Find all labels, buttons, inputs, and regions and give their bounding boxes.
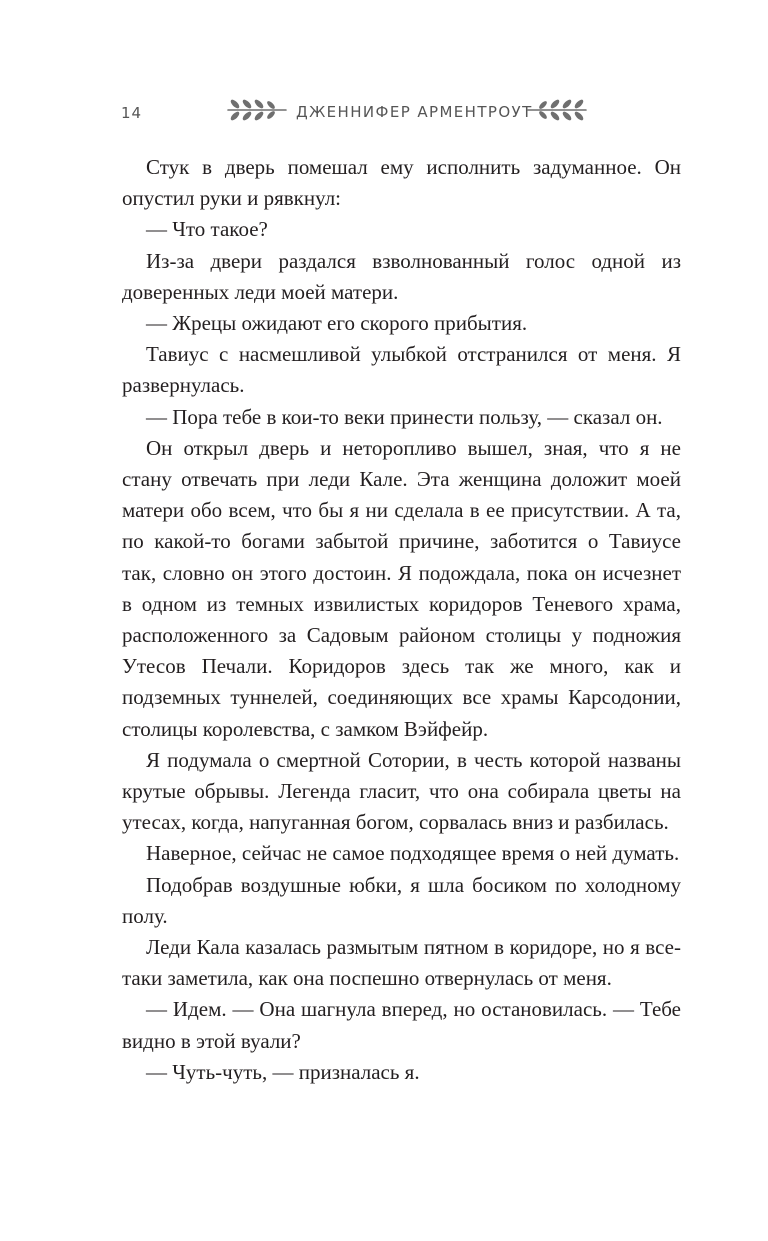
paragraph: Тавиус с насмешливой улыбкой отстранился от меня. Я развернулась. (122, 342, 681, 398)
page-body (122, 152, 681, 1088)
paragraph: Из-за двери раздался взволнованный голос одной из доверенных леди моей матери. (122, 248, 681, 304)
paragraph: — Идем. — Она шагнула вперед, но остановилась. — Тебе видно в этой вуали? (122, 997, 681, 1053)
paragraph: Леди Кала казалась размытым пятном в коридоре, но я все-таки заметила, как она поспешно отвернулась от меня. (122, 935, 681, 991)
paragraph: — Что такое? (146, 217, 268, 242)
paragraph: Я подумала о смертной Сотории, в честь которой названы крутые обрывы. Легенда гласит, что она собирала цветы на утесах, когда, напуганная богом, сорвалась вниз и разбилась. (122, 747, 681, 835)
laurel-right-icon (526, 95, 588, 125)
paragraph: — Жрецы ожидают его скорого прибытия. (146, 311, 528, 336)
paragraph: Он открыл дверь и неторопливо вышел, зная, что я не стану отвечать при леди Кале. Эта женщина доложит моей матери обо всем, что бы я ни сделала в ее присутствии. А та, по какой-то богами забытой причине, заботится о Тавиусе так, словно он этого достоин. Я подождала, пока он исчезнет в одном из темных извилистых коридоров Теневого храма, расположенного за Садовым районом столицы у подножия Утесов Печали. Коридоров здесь так же много, как и подземных туннелей, соединяющих все храмы Карсодонии, столицы королевства, с замком Вэйфейр. (122, 435, 681, 741)
paragraph: Подобрав воздушные юбки, я шла босиком по холодному полу. (122, 872, 681, 928)
paragraph: Наверное, сейчас не самое подходящее время о ней думать. (146, 841, 680, 866)
paragraph: — Чуть-чуть, — призналась я. (146, 1059, 420, 1084)
page-number: 14 (121, 104, 143, 122)
paragraph: — Пора тебе в кои-то веки принести пользу, — сказал он. (146, 404, 663, 429)
author-name: ДЖЕННИФЕР АРМЕНТРОУТ (296, 103, 533, 121)
paragraph: Стук в дверь помешал ему исполнить задуманное. Он опустил руки и рявкнул: (122, 155, 681, 211)
laurel-left-icon (226, 95, 288, 125)
running-head (226, 95, 588, 125)
